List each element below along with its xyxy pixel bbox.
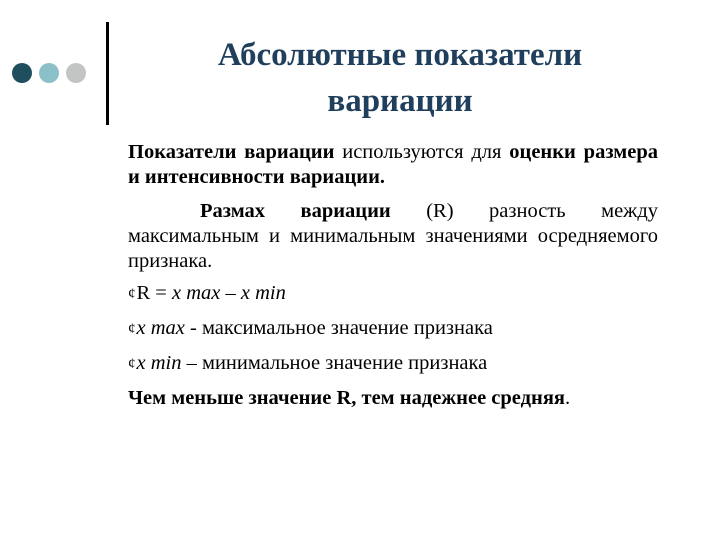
range-term: Размах вариации — [200, 200, 391, 222]
conclusion-bold-text: Чем меньше значение R, тем надежнее средняя — [128, 387, 565, 409]
formula-prefix: R = — [136, 282, 172, 304]
bullet-marker-icon: ¢ — [128, 356, 136, 372]
slide-body — [128, 140, 658, 411]
xmax-bullet — [128, 316, 658, 343]
conclusion-paragraph — [128, 386, 658, 411]
slide-title — [140, 32, 660, 124]
title-divider-line — [106, 22, 109, 125]
title-line-1: Абсолютные показатели — [217, 37, 583, 73]
intro-text: используются для — [334, 141, 510, 163]
xmin-bullet — [128, 351, 658, 378]
intro-bold-term: Показатели вариации — [128, 141, 335, 163]
xmax-symbol: x max — [136, 317, 185, 339]
title-line-2: вариации — [327, 83, 473, 119]
range-definition-paragraph — [128, 199, 658, 274]
bullet-marker-icon: ¢ — [128, 321, 136, 337]
xmax-description: - максимальное значение признака — [184, 317, 493, 339]
intro-paragraph — [128, 140, 658, 190]
conclusion-end: . — [565, 387, 571, 409]
formula-expression: x max – x min — [172, 282, 286, 304]
intro-bold-purpose: оценки размера и интенсивности вариации. — [128, 141, 658, 188]
slide-decoration-dots — [12, 63, 86, 83]
formula-bullet — [128, 281, 658, 308]
teal-dot-icon — [39, 63, 59, 83]
dark-dot-icon — [12, 63, 32, 83]
xmin-description: – минимальное значение признака — [181, 352, 488, 374]
gray-dot-icon — [66, 63, 86, 83]
range-definition-text: (R) разность между максимальным и минимальным значениями осредняемого признака. — [128, 200, 659, 272]
bullet-marker-icon: ¢ — [128, 286, 136, 302]
xmin-symbol: x min — [136, 352, 182, 374]
